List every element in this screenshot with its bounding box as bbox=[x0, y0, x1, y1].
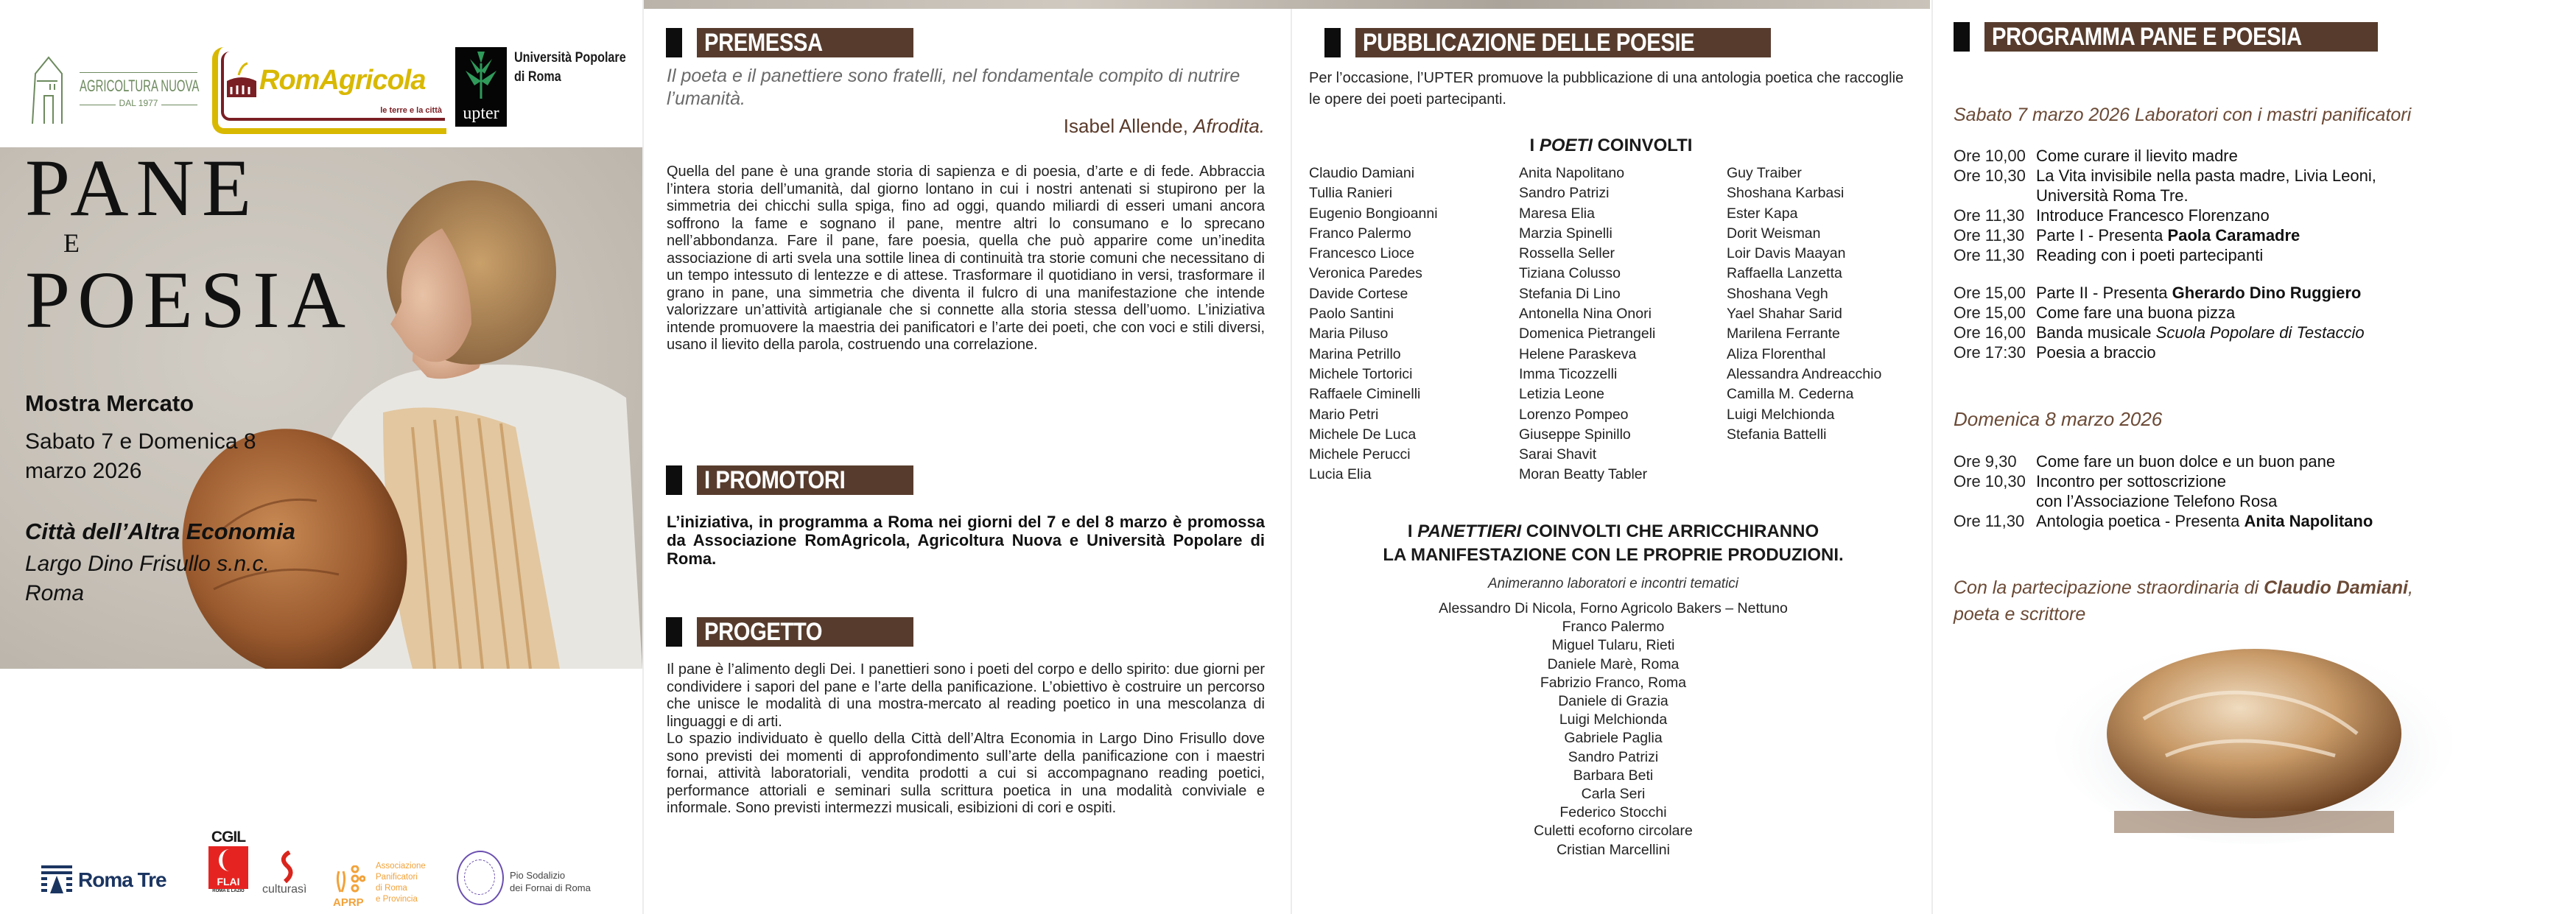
poet-name: Maria Piluso bbox=[1309, 326, 1389, 342]
baker-name: Culetti ecoforno circolare bbox=[1534, 823, 1693, 840]
heading-square-icon bbox=[666, 28, 682, 57]
activity-presenter: Gherardo Dino Ruggiero bbox=[2172, 284, 2362, 302]
schedule-item bbox=[1954, 146, 2376, 166]
poet-name: Eugenio Bongioanni bbox=[1309, 205, 1438, 222]
poet-name: Rossella Seller bbox=[1519, 245, 1615, 262]
poet-name: Helene Paraskeva bbox=[1519, 345, 1637, 362]
schedule-time: Ore 11,30 bbox=[1954, 226, 2025, 245]
schedule-item bbox=[1954, 166, 2376, 205]
poet-name: Aliza Florenthal bbox=[1727, 345, 1826, 362]
poet-name: Domenica Pietrangeli bbox=[1519, 326, 1656, 342]
activity-presenter: Paola Caramadre bbox=[2167, 226, 2300, 245]
schedule-activity bbox=[2036, 245, 2263, 265]
baker-name: Sandro Patrizi bbox=[1568, 748, 1659, 765]
poet-name: Marzia Spinelli bbox=[1519, 225, 1612, 242]
column-divider bbox=[1291, 0, 1292, 914]
poet-name: Sarai Shavit bbox=[1519, 446, 1597, 463]
tower-icon bbox=[28, 52, 80, 125]
schedule-activity bbox=[2036, 166, 2376, 205]
baker-name: Carla Seri bbox=[1581, 786, 1646, 803]
poet-name: Stefania Di Lino bbox=[1519, 285, 1621, 302]
poet-name: Camilla M. Cederna bbox=[1727, 386, 1854, 403]
schedule-item bbox=[1954, 245, 2376, 265]
event-venue: Città dell’Altra Economia bbox=[25, 518, 295, 544]
poet-name: Marina Petrillo bbox=[1309, 345, 1401, 362]
pubblicazione-heading: PUBBLICAZIONE DELLE POESIE bbox=[1363, 29, 1695, 57]
flai-label: FLAI bbox=[217, 876, 240, 887]
schedule-item bbox=[1954, 225, 2376, 245]
baker-name: Federico Stocchi bbox=[1559, 804, 1667, 821]
tree-icon bbox=[455, 49, 507, 100]
culturasi-name: culturasì bbox=[262, 883, 307, 896]
heading-square-icon bbox=[666, 465, 682, 495]
day2-title: Domenica 8 marzo 2026 bbox=[1954, 408, 2163, 430]
upter-mark: upter bbox=[463, 104, 499, 123]
column-divider bbox=[1931, 0, 1933, 914]
schedule-item bbox=[1954, 205, 2376, 225]
premessa-quote: Il poeta e il panettiere sono fratelli, nel fondamentale compito di nutrire l’umanità. bbox=[667, 66, 1240, 109]
schedule-time: Ore 15,00 bbox=[1954, 303, 2026, 322]
roma-tre-icon bbox=[41, 865, 72, 895]
promotori-heading: I PROMOTORI bbox=[704, 466, 846, 494]
baker-name: Luigi Melchionda bbox=[1559, 711, 1668, 728]
schedule-time: Ore 9,30 bbox=[1954, 452, 2017, 471]
activity-text: Parte II - Presenta bbox=[2036, 284, 2172, 302]
poet-name: Luigi Melchionda bbox=[1727, 406, 1835, 423]
poet-name: Michele Perucci bbox=[1309, 446, 1411, 463]
baker-name: Fabrizio Franco, Roma bbox=[1540, 674, 1687, 691]
progetto-body bbox=[667, 661, 1265, 818]
schedule-time: Ore 11,30 bbox=[1954, 512, 2025, 530]
poet-name: Yael Shahar Sarid bbox=[1727, 306, 1842, 323]
schedule-time: Ore 10,30 bbox=[1954, 166, 2026, 185]
romagricola-name: RomAgricola bbox=[259, 65, 426, 96]
heading-square-icon bbox=[666, 617, 682, 647]
flai-swoosh-icon bbox=[219, 849, 240, 871]
aprp-name: Associazione Panificatori di Roma e Provincia bbox=[376, 862, 426, 904]
schedule-activity bbox=[2036, 451, 2335, 471]
upter-name-line1: Università Popolare bbox=[514, 50, 626, 66]
pio-sodalizio-seal-icon bbox=[457, 851, 504, 905]
activity-text: Come fare una buona pizza bbox=[2036, 303, 2236, 322]
romagricola-tagline: le terre e la città bbox=[380, 106, 442, 115]
day1-title: Sabato 7 marzo 2026 Laboratori con i mastri panificatori bbox=[1954, 105, 2412, 125]
activity-emphasis: Scuola Popolare di Testaccio bbox=[2155, 323, 2365, 342]
poster-painting bbox=[0, 147, 642, 669]
poet-name: Loir Davis Maayan bbox=[1727, 245, 1846, 262]
top-strip bbox=[644, 0, 1930, 9]
poet-name: Anita Napolitano bbox=[1519, 165, 1625, 181]
progetto-paragraph-2: Lo spazio individuato è quello della Città dell’Altra Economia in Largo Dino Frisullo dove sono previsti dei momenti di approfondimento sull’arte della panificazione con i maestri fornai, attività laboratoriali, vendita prodotti a cui si accompagnano reading poetici, performance attoriali e seminari sulla scrittura poetica in una modalità conviviale e informale. Sono previsti intermezzi musicali, esibizioni di cori e ospiti. bbox=[667, 731, 1265, 816]
logo-culturasi bbox=[262, 851, 321, 902]
logo-agricoltura-nuova bbox=[28, 52, 202, 125]
schedule-activity bbox=[2036, 511, 2373, 531]
poet-name: Moran Beatty Tabler bbox=[1519, 466, 1648, 483]
baker-name: Miguel Tularu, Rieti bbox=[1551, 637, 1675, 654]
schedule-activity bbox=[2036, 303, 2235, 323]
promotori-body: L’iniziativa, in programma a Roma nei giorni del 7 e del 8 marzo è promossa da Associazione RomAgricola, Agricoltura Nuova e Università Popolare di Roma. bbox=[667, 513, 1265, 568]
section-heading-progetto bbox=[666, 617, 913, 647]
section-heading-programma bbox=[1954, 22, 2378, 52]
poet-name: Raffaella Lanzetta bbox=[1727, 265, 1842, 282]
event-dates-line2: marzo 2026 bbox=[25, 459, 142, 483]
schedule-time: Ore 16,00 bbox=[1954, 323, 2026, 342]
baker-name: Cristian Marcellini bbox=[1557, 841, 1670, 858]
schedule-time: Ore 17:30 bbox=[1954, 343, 2026, 362]
bakers-subtitle: Animeranno laboratori e incontri tematici bbox=[1487, 576, 1739, 591]
pubblicazione-intro: Per l’occasione, l’UPTER promuove la pubblicazione di una antologia poetica che raccoglie le opere dei poeti partecipanti. bbox=[1309, 70, 1904, 108]
poet-name: Antonella Nina Onori bbox=[1519, 306, 1652, 323]
poet-name: Tullia Ranieri bbox=[1309, 185, 1393, 202]
poet-name: Giuseppe Spinillo bbox=[1519, 426, 1631, 443]
special-guest: Con la partecipazione straordinaria di Claudio Damiani, poeta e scrittore bbox=[1954, 577, 2413, 625]
baker-name: Franco Palermo bbox=[1562, 619, 1665, 636]
aprp-abbr: APRP bbox=[333, 896, 364, 909]
poets-column-3 bbox=[1727, 164, 1881, 445]
schedule-activity bbox=[2036, 471, 2277, 511]
schedule-item bbox=[1954, 471, 2373, 511]
event-dates-line1: Sabato 7 e Domenica 8 bbox=[25, 429, 256, 454]
bakers-title: I PANETTIERI COINVOLTI CHE ARRICCHIRANNO LA MANIFESTAZIONE CON LE PROPRIE PRODUZIONI. bbox=[1383, 521, 1844, 565]
activity-text: Incontro per sottoscrizione bbox=[2036, 472, 2227, 491]
culturasi-icon bbox=[273, 851, 303, 883]
poet-name: Tiziana Colusso bbox=[1519, 265, 1621, 282]
activity-text: Reading con i poeti partecipanti bbox=[2036, 246, 2264, 264]
poet-name: Dorit Weisman bbox=[1727, 225, 1821, 242]
poet-name: Ester Kapa bbox=[1727, 205, 1798, 222]
poet-name: Paolo Santini bbox=[1309, 306, 1394, 323]
activity-text: Poesia a braccio bbox=[2036, 343, 2156, 362]
activity-text: Introduce Francesco Florenzano bbox=[2036, 206, 2270, 225]
poet-name: Sandro Patrizi bbox=[1519, 185, 1610, 202]
poet-name: Letizia Leone bbox=[1519, 386, 1605, 403]
activity-text: Antologia poetica - Presenta bbox=[2036, 512, 2245, 530]
wheat-icon bbox=[333, 865, 365, 895]
heading-square-icon bbox=[1954, 22, 1970, 52]
logo-aprp bbox=[333, 862, 451, 910]
programma-heading: PROGRAMMA PANE E POESIA bbox=[1992, 23, 2302, 51]
baker-name: Daniele Marè, Roma bbox=[1547, 655, 1680, 672]
day1-morning-schedule bbox=[1954, 146, 2376, 265]
poet-name: Imma Ticozzelli bbox=[1519, 365, 1618, 382]
cgil-sub: ROMA E LAZIO bbox=[212, 889, 245, 893]
schedule-item bbox=[1954, 303, 2365, 323]
schedule-activity bbox=[2036, 205, 2270, 225]
logo-cgil-flai bbox=[208, 829, 248, 902]
quote-author: Isabel Allende, bbox=[1063, 115, 1188, 137]
schedule-time: Ore 11,30 bbox=[1954, 206, 2025, 225]
schedule-time: Ore 10,30 bbox=[1954, 472, 2026, 491]
poet-name: Maresa Elia bbox=[1519, 205, 1595, 222]
section-heading-premessa bbox=[666, 28, 913, 57]
day2-schedule bbox=[1954, 451, 2373, 531]
poet-name: Franco Palermo bbox=[1309, 225, 1411, 242]
poet-name: Alessandra Andreacchio bbox=[1727, 365, 1882, 382]
quote-attribution bbox=[1064, 115, 1265, 137]
poet-name: Claudio Damiani bbox=[1309, 165, 1415, 181]
poster-title-conjunction: E bbox=[63, 228, 80, 258]
poet-name: Raffaele Ciminelli bbox=[1309, 386, 1421, 403]
activity-text-line2: con l’Associazione Telefono Rosa bbox=[2036, 492, 2278, 510]
quote-work: Afrodita. bbox=[1193, 115, 1265, 137]
schedule-activity bbox=[2036, 283, 2361, 303]
poet-name: Mario Petri bbox=[1309, 406, 1379, 423]
logo-romagricola bbox=[212, 47, 446, 134]
activity-presenter: Anita Napolitano bbox=[2244, 512, 2373, 530]
poster-title-pane: PANE bbox=[25, 147, 259, 233]
bakers-list bbox=[1296, 600, 1930, 859]
day1-afternoon-schedule bbox=[1954, 283, 2365, 362]
section-heading-pubblicazione bbox=[1324, 28, 1771, 57]
schedule-activity bbox=[2036, 342, 2156, 362]
upter-name bbox=[514, 49, 626, 87]
activity-text: La Vita invisibile nella pasta madre, Livia Leoni, bbox=[2036, 166, 2376, 185]
poet-name: Veronica Paredes bbox=[1309, 265, 1422, 282]
premessa-heading: PREMESSA bbox=[704, 29, 823, 57]
special-guest-name: Claudio Damiani bbox=[2264, 577, 2408, 598]
agricoltura-nuova-since: DAL 1977 bbox=[116, 98, 162, 108]
section-heading-promotori bbox=[666, 465, 913, 495]
schedule-item bbox=[1954, 451, 2373, 471]
baker-name: Gabriele Paglia bbox=[1564, 730, 1663, 747]
event-address-line1: Largo Dino Frisullo s.n.c. bbox=[25, 552, 270, 576]
logo-upter bbox=[455, 47, 507, 127]
schedule-time: Ore 11,30 bbox=[1954, 246, 2025, 264]
poet-name: Lucia Elia bbox=[1309, 466, 1372, 483]
poet-name: Francesco Lioce bbox=[1309, 245, 1415, 262]
poet-name: Guy Traiber bbox=[1727, 165, 1802, 181]
poet-name: Shoshana Vegh bbox=[1727, 285, 1828, 302]
logo-roma-tre bbox=[41, 865, 196, 895]
schedule-activity bbox=[2036, 323, 2365, 342]
activity-text: Come curare il lievito madre bbox=[2036, 147, 2238, 165]
baker-name: Alessandro Di Nicola, Forno Agricolo Bakers – Nettuno bbox=[1439, 600, 1788, 616]
schedule-item bbox=[1954, 342, 2365, 362]
schedule-item bbox=[1954, 283, 2365, 303]
poet-name: Michele De Luca bbox=[1309, 426, 1417, 443]
activity-text: Banda musicale bbox=[2036, 323, 2156, 342]
bread-loaf-illustration bbox=[2055, 630, 2453, 844]
progetto-paragraph-1: Il pane è l’alimento degli Dei. I panettieri sono i poeti del corpo e dello spirito: due giorni per condividere i sapori del pane e l’arte della panificazione. L’obiettivo è costruire un percorso che unisce le modalità di una mostra-mercato al reading poetico in una mescolanza di linguaggi e di arti. bbox=[667, 661, 1265, 730]
baker-name: Barbara Beti bbox=[1573, 767, 1654, 784]
heading-square-icon bbox=[1324, 28, 1341, 57]
poet-name: Michele Tortorici bbox=[1309, 365, 1413, 382]
pio-sodalizio-name: Pio Sodalizio dei Fornai di Roma bbox=[510, 870, 591, 893]
event-address-line2: Roma bbox=[25, 581, 85, 605]
poet-name: Shoshana Karbasi bbox=[1727, 185, 1845, 202]
agricoltura-nuova-name: AGRICOLTURA NUOVA bbox=[80, 77, 200, 95]
schedule-activity bbox=[2036, 225, 2300, 245]
baker-name: Daniele di Grazia bbox=[1558, 693, 1668, 710]
poet-name: Marilena Ferrante bbox=[1727, 326, 1840, 342]
activity-text: Come fare un buon dolce e un buon pane bbox=[2036, 452, 2336, 471]
poster-title-poesia: POESIA bbox=[25, 255, 354, 345]
poets-column-2 bbox=[1519, 164, 1655, 485]
schedule-activity bbox=[2036, 146, 2238, 166]
premessa-body: Quella del pane è una grande storia di sapienza e di poesia, d’arte e di fede. Abbraccia l’intera storia dell’umanità, dal giorno lontano in cui i nostri antenati si stupirono per la simmetria dei chicchi sulla spiga, fino ad oggi, quando miliardi di esseri umani ancora soffrono la fame e sognano il pane, mentre altri lo consumano e lo sprecano nell’abbondanza. Fare il pane, fare poesia, quella che può apparire come un’inedita associazione di arti svela una sottile linea di continuità tra storie comuni che necessitano di un tempo intessuto di lentezze e di attese. Trasformare il quotidiano in versi, trasformare il grano in pane, una simmetria che diventa il fulcro di una manifestazione che intende valorizzare un’attività artigianale che si connette alla storia stessa dell’uomo. L’iniziativa intende promuovere la maestria dei panificatori e l’arte dei poeti, che con voci e stili diversi, usano il lievito della parola, costruendo una correlazione. bbox=[667, 164, 1265, 353]
schedule-time: Ore 15,00 bbox=[1954, 284, 2026, 302]
upter-name-line2: di Roma bbox=[514, 69, 561, 85]
poets-title: I POETI COINVOLTI bbox=[1529, 136, 1693, 155]
activity-text: Parte I - Presenta bbox=[2036, 226, 2168, 245]
roma-tre-name: Roma Tre bbox=[78, 868, 166, 891]
colosseum-icon bbox=[225, 62, 258, 99]
poet-name: Stefania Battelli bbox=[1727, 426, 1827, 443]
progetto-heading: PROGETTO bbox=[704, 618, 823, 646]
schedule-time: Ore 10,00 bbox=[1954, 147, 2026, 165]
schedule-item bbox=[1954, 323, 2365, 342]
poet-name: Davide Cortese bbox=[1309, 285, 1408, 302]
poet-name: Lorenzo Pompeo bbox=[1519, 406, 1629, 423]
event-type: Mostra Mercato bbox=[25, 390, 194, 416]
cgil-label: CGIL bbox=[211, 829, 246, 846]
schedule-item bbox=[1954, 511, 2373, 531]
bread-image bbox=[2055, 630, 2453, 844]
activity-text-line2: Università Roma Tre. bbox=[2036, 186, 2189, 205]
poets-column-1 bbox=[1309, 164, 1438, 485]
column-divider bbox=[642, 0, 644, 914]
